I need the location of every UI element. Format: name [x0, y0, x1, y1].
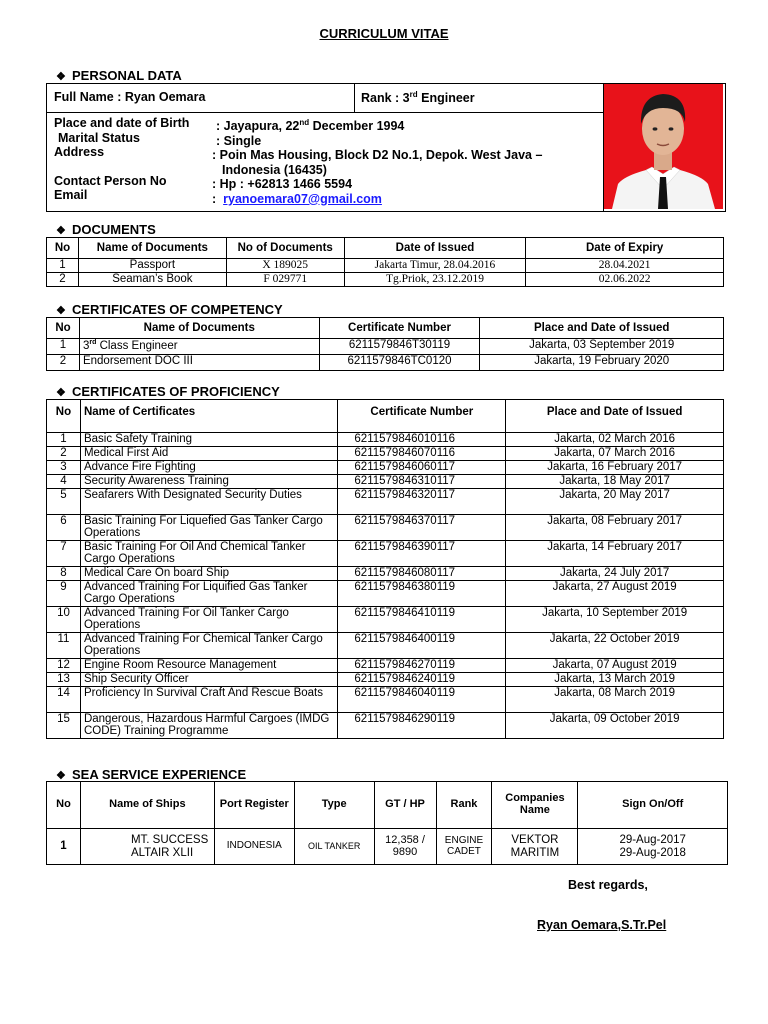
section-sea-service — [56, 767, 246, 782]
table-row: 2 Endorsement DOC III 6211579846TC0120 Jakarta, 19 February 2020 — [47, 355, 724, 371]
diamond-bullet-icon: ❖ — [56, 71, 66, 83]
table-row: 13 Ship Security Officer 6211579846240119 Jakarta, 13 March 2019 — [47, 673, 724, 687]
section-title: PERSONAL DATA — [72, 68, 182, 83]
table-row: 1 3rd Class Engineer 6211579846T30119 Jakarta, 03 September 2019 — [47, 339, 724, 355]
table-row: 7 Basic Training For Oil And Chemical Tanker Cargo Operations 6211579846390117 Jakarta, 14 February 2017 — [47, 541, 724, 567]
email-value: : ryanoemara07@gmail.com — [212, 191, 382, 206]
column-header: Companies Name — [492, 782, 578, 829]
table-row: 12 Engine Room Resource Management 6211579846270119 Jakarta, 07 August 2019 — [47, 659, 724, 673]
column-header: No — [47, 238, 79, 259]
column-header: Name of Certificates — [80, 400, 337, 433]
section-title: CERTIFICATES OF COMPETENCY — [72, 302, 283, 317]
section-personal-data — [56, 68, 182, 83]
section-documents — [56, 222, 156, 237]
column-header: No — [47, 318, 80, 339]
table-row: 2 Medical First Aid 6211579846070116 Jakarta, 07 March 2016 — [47, 447, 724, 461]
column-header: Certificate Number — [319, 318, 480, 339]
proficiency-table — [46, 399, 724, 739]
personal-values — [212, 116, 542, 206]
table-row: 14 Proficiency In Survival Craft And Rescue Boats 6211579846040119 Jakarta, 08 March 2019 — [47, 687, 724, 713]
birth-value: : Jayapura, 22nd December 1994 — [216, 118, 405, 134]
column-header: Place and Date of Issued — [506, 400, 724, 433]
documents-table — [46, 237, 724, 287]
column-header: GT / HP — [374, 782, 436, 829]
page-title: CURRICULUM VITAE — [319, 26, 449, 41]
competency-table — [46, 317, 724, 371]
column-header: Name of Documents — [78, 238, 226, 259]
table-row: 11 Advanced Training For Chemical Tanker Cargo Operations 6211579846400119 Jakarta, 22 October 2019 — [47, 633, 724, 659]
column-header: Rank — [436, 782, 492, 829]
section-title: DOCUMENTS — [72, 222, 156, 237]
table-row: 9 Advanced Training For Liquified Gas Tanker Cargo Operations 6211579846380119 Jakarta, 27 August 2019 — [47, 581, 724, 607]
divider — [354, 83, 355, 113]
table-row: 2 Seaman’s Book F 029771 Tg.Priok, 23.12.2019 02.06.2022 — [47, 273, 724, 287]
best-regards: Best regards, — [568, 878, 648, 892]
contact-value: : Hp : +62813 1466 5594 — [212, 177, 353, 192]
table-row: 6 Basic Training For Liquefied Gas Tanker Cargo Operations 6211579846370117 Jakarta, 08 February 2017 — [47, 515, 724, 541]
column-header: Type — [294, 782, 374, 829]
table-row: 1 MT. SUCCESS ALTAIR XLII INDONESIA OIL TANKER 12,358 / 9890 ENGINE CADET VEKTOR MARITIM 29-Aug-2017 29-Aug-2018 — [47, 829, 728, 865]
column-header: Name of Documents — [79, 318, 319, 339]
table-row: 8 Medical Care On board Ship 6211579846080117 Jakarta, 24 July 2017 — [47, 567, 724, 581]
section-proficiency — [56, 384, 280, 399]
address-value-2: Indonesia (16435) — [222, 162, 327, 177]
table-row: 3 Advance Fire Fighting 6211579846060117 Jakarta, 16 February 2017 — [47, 461, 724, 475]
diamond-bullet-icon: ❖ — [56, 387, 66, 399]
email-label: Email — [54, 188, 88, 202]
column-header: No of Documents — [226, 238, 344, 259]
marital-label: Marital Status — [58, 130, 140, 145]
section-competency — [56, 302, 283, 317]
contact-label: Contact Person No — [54, 173, 167, 188]
column-header: Certificate Number — [338, 400, 506, 433]
section-title: SEA SERVICE EXPERIENCE — [72, 767, 247, 782]
rank: Rank : 3rd Engineer — [361, 90, 475, 106]
address-label: Address — [54, 145, 105, 159]
email-link[interactable]: ryanoemara07@gmail.com — [223, 191, 382, 206]
sea-service-table — [46, 781, 728, 865]
column-header: Place and Date of Issued — [480, 318, 724, 339]
profile-photo — [604, 84, 723, 209]
column-header: Sign On/Off — [578, 782, 728, 829]
signature-name: Ryan Oemara,S.Tr.Pel — [537, 918, 667, 932]
personal-labels — [54, 116, 189, 203]
column-header: Port Register — [214, 782, 294, 829]
table-row: 15 Dangerous, Hazardous Harmful Cargoes (IMDG CODE) Training Programme 6211579846290119 Jakarta, 09 October 2019 — [47, 713, 724, 739]
column-header: Date of Expiry — [526, 238, 724, 259]
address-value: : Poin Mas Housing, Block D2 No.1, Depok. West Java – — [212, 148, 543, 163]
table-row: 4 Security Awareness Training 6211579846310117 Jakarta, 18 May 2017 — [47, 475, 724, 489]
table-row: 1 Basic Safety Training 6211579846010116 Jakarta, 02 March 2016 — [47, 433, 724, 447]
column-header: No — [47, 782, 81, 829]
birth-label: Place and date of Birth — [54, 116, 190, 130]
table-row: 10 Advanced Training For Oil Tanker Cargo Operations 6211579846410119 Jakarta, 10 September 2019 — [47, 607, 724, 633]
table-row: 5 Seafarers With Designated Security Duties 6211579846320117 Jakarta, 20 May 2017 — [47, 489, 724, 515]
diamond-bullet-icon: ❖ — [56, 305, 66, 317]
table-row: 1 Passport X 189025 Jakarta Timur, 28.04.2016 28.04.2021 — [47, 259, 724, 273]
full-name: Full Name : Ryan Oemara — [54, 90, 206, 104]
column-header: Date of Issued — [344, 238, 526, 259]
column-header: Name of Ships — [80, 782, 214, 829]
diamond-bullet-icon: ❖ — [56, 225, 66, 237]
column-header: No — [47, 400, 81, 433]
marital-value: : Single — [216, 133, 262, 148]
section-title: CERTIFICATES OF PROFICIENCY — [72, 384, 280, 399]
diamond-bullet-icon: ❖ — [56, 770, 66, 782]
divider — [46, 112, 604, 113]
